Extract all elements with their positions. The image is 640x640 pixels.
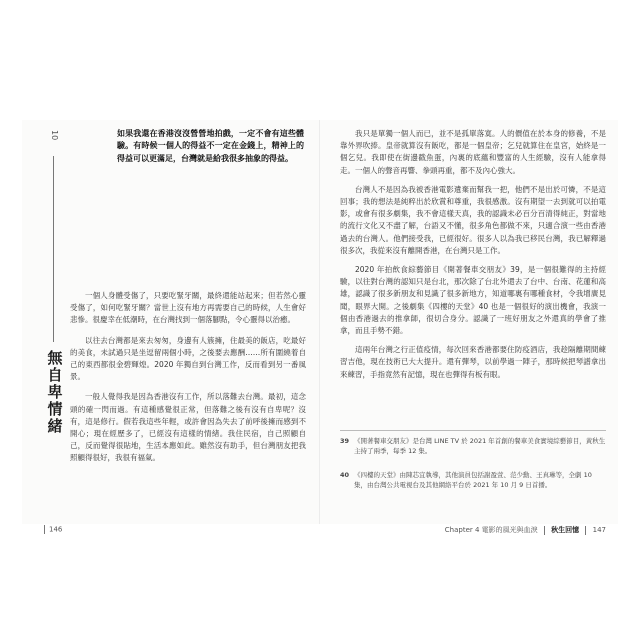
body-paragraph: 2020 年拍飲食綜藝節目《開著餐車交朋友》39，是一個很難得的主持經驗，以往對台灣的認知只是台北，那次除了台北外還去了台中、台南、花蓮和高雄，認識了很多新朋友和見識了很多新地方，知道哪裏有哪種食材，令我增廣見聞，眼界大開。之後劇集《四樓的天堂》40 也是一個很好的演出機會，我演一個由香港過去的推拿師，很切合身分。認識了一班好朋友之外還真的學會了推拿，而且手勢不錯。 [340, 265, 606, 336]
left-folio [44, 525, 62, 534]
vertical-section-title: 無自卑情緒 [47, 349, 63, 435]
chapter-rule [53, 156, 54, 342]
book-gutter [319, 120, 320, 524]
footnote [340, 470, 606, 490]
body-paragraph: 以往去台灣都是來去匆匆，身邊有人簇擁，住最美的飯店，吃最好的美食，未試過只是坐逗留兩個小時，之後要去應酬……所有圍繞着自己的東西都很金碧輝煌。2020 年獨自到台灣工作，反而看到另一番風景。 [70, 335, 306, 382]
body-paragraph: 我只是單獨一個人而已，並不是孤單落寞。人的價值在於本身的修養，不是靠外界吹捧。皇帝就算沒有飯吃，都是一個皇帝；乞兒就算住在皇宮，始終是一個乞兒。我即使在街邊戳魚蛋，內裏的底蘊和豐富的人生經驗，沒有人能拿得走。一個人的聲音再響、拳頭再重，都不及內心強大。 [340, 129, 606, 175]
footnote-number: 39 [340, 437, 350, 445]
body-paragraph: 一般人覺得我是因為香港沒有工作，所以落難去台灣。最初，這念頭的確一閃而過。有這種感覺很正常，但落難之後有沒有自卑呢？沒有，這是修行。假若我這些年輕，或許會因為失去了前呼後擁而感到不開心；現在經歷多了，已經沒有這樣的情緒。我住民宿，自己照顧自己，反而覺得很貼地，生活本應如此。雖然沒有助手，但台灣朋友把我照顧得很好，我很有福氣。 [70, 392, 306, 463]
body-paragraph: 一個人身體受傷了，只要吃緊牙關，最終還能站起來；但若然心靈受傷了，如何吃緊牙關？當世上沒有地方再需要自己的時候，人生會好悲慘。很慶幸在低潮時，在台灣找到一個落腳點，令心靈得以治癒。 [70, 291, 306, 325]
pull-quote: 如果我還在香港沒沒營營地拍戲，一定不會有這些體驗。有時候一個人的得益不一定在金錢上，精神上的得益可以更滿足，台灣就是給我很多抽象的得益。 [117, 129, 304, 163]
folio-bar [544, 526, 545, 535]
folio-bar [44, 525, 45, 534]
right-page [340, 128, 606, 518]
left-body [70, 290, 306, 465]
right-folio [445, 525, 606, 535]
folio-bar [585, 526, 586, 535]
running-header-chapter: Chapter 4 電影的風光與血淚 [444, 526, 538, 534]
footnote [340, 436, 606, 456]
body-paragraph: 這兩年台灣之行正值疫情，每次回來香港都要住防疫酒店，我趁隔離期間練習吉他，現在技術已大大提升。還有彈琴，以前學過一陣子，那時候把琴譜拿出來練習，手指竟然有記憶，現在也彈得有板有眼。 [340, 345, 606, 379]
running-header-section: 秋生回憶 [551, 526, 580, 534]
footnote-rule [340, 430, 606, 431]
page-number: 146 [49, 525, 63, 534]
chapter-number: 10 [50, 130, 59, 141]
right-body [340, 128, 606, 381]
footnote-number: 40 [340, 471, 350, 479]
left-page [44, 128, 314, 518]
footnote-text: 《開著餐車交朋友》是台灣 LINE TV 於 2021 年首創的餐車美食實境綜藝節目，黃秋生主持了兩季，每季 12 集。 [354, 437, 606, 455]
page-number: 147 [592, 526, 606, 534]
body-paragraph: 台灣人不是因為我被香港電影遺棄而幫我一把，他們不是出於可憐，不是這回事；我的想法是純粹出於欣賞和尊重，我很感激。沒有期望一去到就可以拍電影，或會有很多劇集，我不會這樣天真，我的認識未必百分百清得純正，對當地的流行文化又不盡了解，台語又不懂，很多角色都做不來，只適合演一些由香港過去的台灣人。他們接受我，已經很好。很多人以為我已移民台灣，我已解釋過很多次，我從來沒有離開香港，在台灣只是工作。 [340, 184, 606, 255]
footnote-text: 《四樓的天堂》由陳芯宜執導，其他演員包括謝盈萱、范少勳、王真琳等，全劇 10 集，由台灣公共電視台及其他網絡平台於 2021 年 10 月 9 日首播。 [354, 471, 592, 489]
